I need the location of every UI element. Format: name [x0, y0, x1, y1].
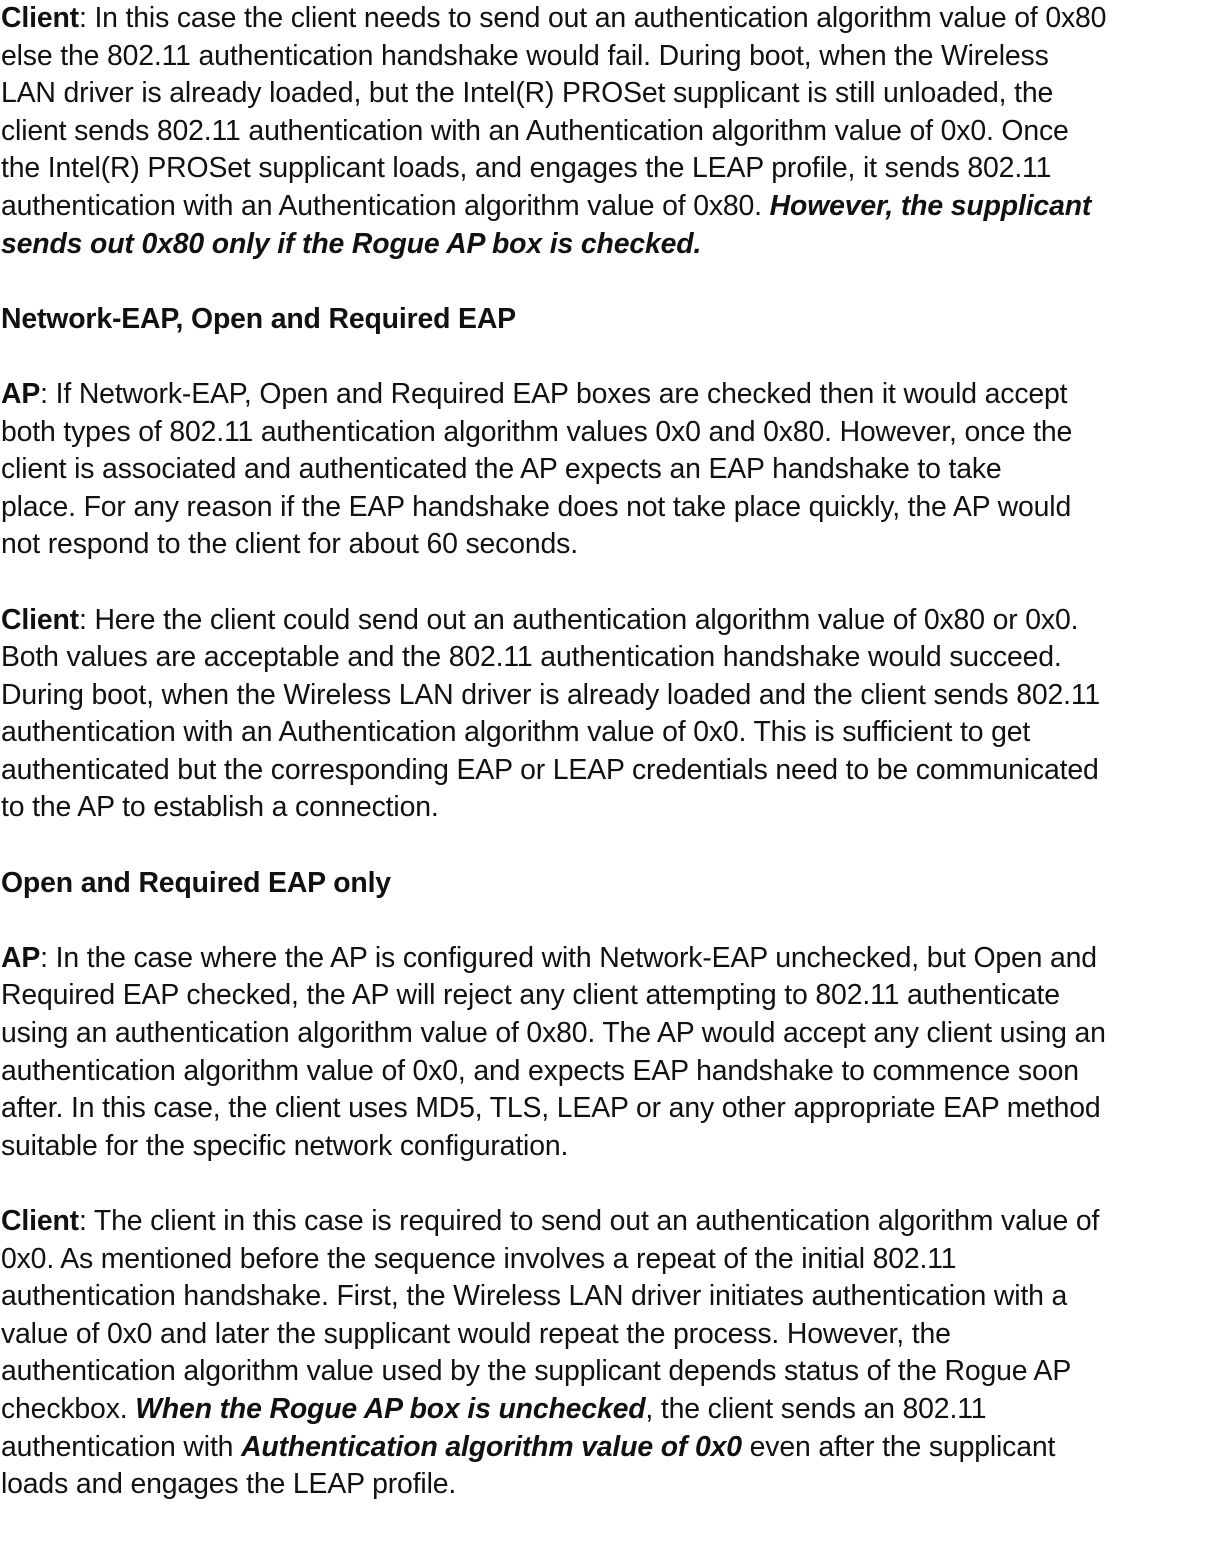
- client-paragraph-open-required-eap: [1, 1203, 1231, 1504]
- text-line: to the AP to establish a connection.: [1, 791, 439, 824]
- client-paragraph-network-eap: [1, 602, 1231, 828]
- text-line: Required EAP checked, the AP will reject any client attempting to 802.11 authenticate: [1, 979, 1060, 1012]
- paragraph-label: Client: [1, 2, 79, 34]
- text-line: [1, 226, 1231, 264]
- text-line: value of 0x0 and later the supplicant would repeat the process. However, the: [1, 1317, 951, 1350]
- text-line: Client: In this case the client needs to send out an authentication algorithm value of 0x80: [1, 2, 1107, 34]
- text-line: client is associated and authenticated the AP expects an EAP handshake to take: [1, 453, 1002, 486]
- text-line: authenticated but the corresponding EAP or LEAP credentials need to be communicated: [1, 753, 1099, 786]
- text-line: authentication with an Authentication algorithm value of 0x80. However, the supplicant: [1, 189, 1092, 222]
- section-heading-open-required-eap: Open and Required EAP only: [1, 866, 391, 899]
- emphasis-text: When the Rogue AP box is unchecked: [135, 1392, 646, 1425]
- text-line: after. In this case, the client uses MD5, TLS, LEAP or any other appropriate EAP method: [1, 1092, 1101, 1125]
- text-line: AP: In the case where the AP is configured with Network-EAP unchecked, but Open and: [1, 941, 1097, 974]
- paragraph-label: Client: [1, 603, 79, 636]
- text-line: Client: The client in this case is required to send out an authentication algorithm value of: [1, 1205, 1100, 1237]
- ap-paragraph-network-eap: [1, 376, 1231, 564]
- text-line: authentication algorithm value of 0x0, and expects EAP handshake to commence soon: [1, 1054, 1079, 1087]
- text-line: using an authentication algorithm value of 0x80. The AP would accept any client using an: [1, 1017, 1106, 1050]
- text-line: authentication with an Authentication algorithm value of 0x0. This is sufficient to get: [1, 716, 1031, 749]
- text-line: both types of 802.11 authentication algorithm values 0x0 and 0x80. However, once the: [1, 415, 1073, 448]
- emphasis-text: However, the supplicant: [769, 189, 1092, 222]
- text-line: place. For any reason if the EAP handshake does not take place quickly, the AP would: [1, 490, 1072, 523]
- paragraph-label: AP: [1, 941, 41, 974]
- client-paragraph-rogue-ap: [1, 0, 1231, 263]
- text-line: else the 802.11 authentication handshake would fail. During boot, when the Wireless: [1, 39, 1049, 72]
- text-line: authentication with Authentication algorithm value of 0x0 even after the supplicant: [1, 1430, 1056, 1463]
- document-page: [1, 0, 1231, 1541]
- section-heading-network-eap: Network-EAP, Open and Required EAP: [1, 302, 516, 335]
- text-line: loads and engages the LEAP profile.: [1, 1468, 457, 1501]
- text-line: 0x0. As mentioned before the sequence involves a repeat of the initial 802.11: [1, 1242, 957, 1275]
- text-line: authentication handshake. First, the Wireless LAN driver initiates authentication with a: [1, 1280, 1068, 1313]
- paragraph-label: Client: [1, 1205, 79, 1237]
- emphasis-text: sends out 0x80 only if the Rogue AP box is checked.: [1, 227, 702, 260]
- text-line: the Intel(R) PROSet supplicant loads, and engages the LEAP profile, it sends 802.11: [1, 152, 1052, 185]
- ap-paragraph-open-required-eap: [1, 940, 1231, 1166]
- text-line: AP: If Network-EAP, Open and Required EAP boxes are checked then it would accept: [1, 377, 1068, 410]
- text-line: not respond to the client for about 60 seconds.: [1, 528, 578, 561]
- text-line: authentication algorithm value used by the supplicant depends status of the Rogue AP: [1, 1355, 1072, 1388]
- text-line: suitable for the specific network configuration.: [1, 1129, 569, 1162]
- text-line: During boot, when the Wireless LAN driver is already loaded and the client sends 802.11: [1, 678, 1101, 711]
- emphasis-text: Authentication algorithm value of 0x0: [241, 1430, 742, 1463]
- text-line: checkbox. When the Rogue AP box is unchecked, the client sends an 802.11: [1, 1392, 987, 1425]
- text-line: Client: Here the client could send out an authentication algorithm value of 0x80 or 0x0.: [1, 603, 1079, 636]
- paragraph-label: AP: [1, 377, 41, 410]
- text-line: Both values are acceptable and the 802.11 authentication handshake would succeed.: [1, 641, 1062, 674]
- text-line: LAN driver is already loaded, but the Intel(R) PROSet supplicant is still unloaded, the: [1, 77, 1054, 110]
- text-line: client sends 802.11 authentication with an Authentication algorithm value of 0x0. Once: [1, 114, 1069, 147]
